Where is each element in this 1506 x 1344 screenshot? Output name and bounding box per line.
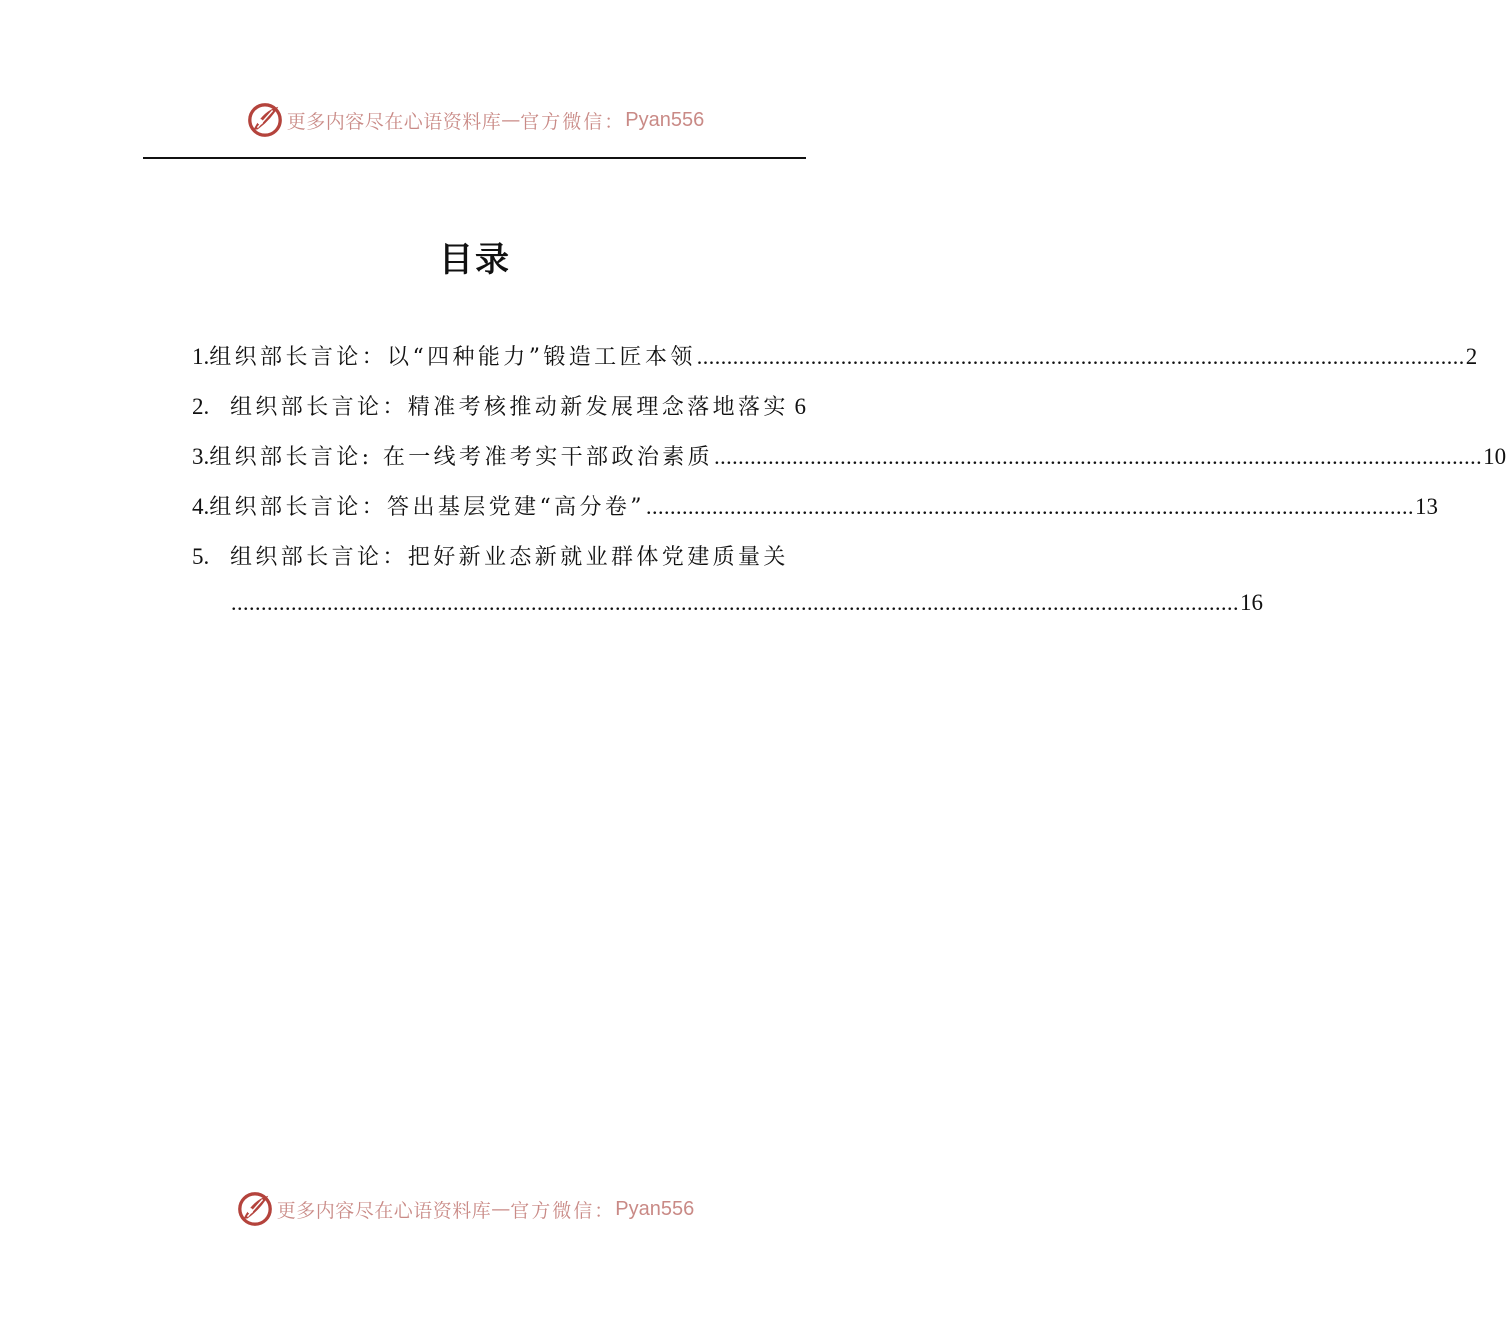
- page-title: 目录: [439, 240, 511, 280]
- toc-leader-dots: ........................................................................................................................................................................: [231, 590, 1239, 615]
- watermark-dash: —: [501, 109, 521, 131]
- toc-entry-page: 2: [1465, 344, 1478, 369]
- header-watermark: [0, 101, 950, 139]
- footer-watermark: [0, 1190, 950, 1228]
- watermark-text: 更多内容尽在心语资料库: [276, 1199, 492, 1222]
- table-of-contents: [192, 340, 1506, 640]
- toc-entry-2[interactable]: [192, 390, 806, 440]
- toc-entry-number: 3.: [192, 444, 210, 469]
- watermark-dash: —: [491, 1198, 511, 1220]
- watermark-group: [246, 101, 705, 139]
- toc-entry-number: 5.: [192, 544, 210, 569]
- toc-entry-page: 13: [1414, 494, 1438, 519]
- toc-leader-dots: ................................................................................................................................: [714, 444, 1483, 469]
- watermark-sub: 官方微信：: [520, 110, 626, 133]
- toc-entry-5-continuation[interactable]: [192, 590, 1263, 640]
- watermark-sub: 官方微信：: [510, 1199, 616, 1222]
- toc-entry-5[interactable]: [192, 540, 806, 590]
- toc-entry-number: 2.: [192, 394, 210, 419]
- watermark-group: [236, 1190, 695, 1228]
- watermark-id: Pyan556: [615, 1197, 695, 1220]
- toc-entry-page: 10: [1483, 444, 1506, 469]
- toc-entry-page: 16: [1240, 590, 1263, 615]
- header-rule: [143, 157, 806, 159]
- toc-entry-1[interactable]: [192, 340, 1478, 390]
- quill-logo-icon: [236, 1190, 274, 1228]
- toc-entry-3[interactable]: [192, 440, 1506, 490]
- toc-entry-title: 组织部长言论：精准考核推动新发展理念落地落实: [230, 395, 789, 420]
- toc-entry-title: 组织部长言论：以“四种能力”锻造工匠本领: [209, 345, 696, 370]
- quill-logo-icon: [246, 101, 284, 139]
- toc-entry-number: 4.: [192, 494, 210, 519]
- toc-leader-dots: ................................................................................................................................: [645, 494, 1414, 519]
- toc-entry-number: 1.: [192, 344, 210, 369]
- watermark-text: 更多内容尽在心语资料库: [286, 110, 502, 133]
- toc-entry-title: 组织部长言论：把好新业态新就业群体党建质量关: [230, 545, 789, 570]
- toc-entry-title: 组织部长言论：答出基层党建“高分卷”: [209, 495, 645, 520]
- toc-entry-title: 组织部长言论: 在一线考准考实干部政治素质: [209, 445, 714, 470]
- toc-entry-page: 6: [794, 394, 806, 419]
- toc-entry-4[interactable]: [192, 490, 1438, 540]
- watermark-id: Pyan556: [625, 108, 705, 131]
- toc-leader-dots: ................................................................................................................................: [696, 344, 1465, 369]
